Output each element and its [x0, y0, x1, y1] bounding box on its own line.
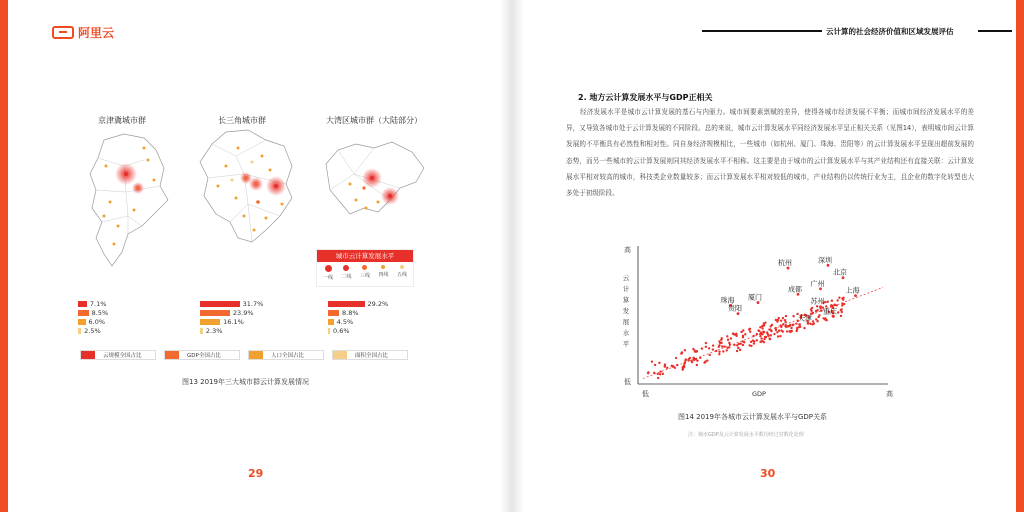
scatter-point — [705, 346, 707, 348]
bar-row — [328, 327, 388, 335]
scatter-point — [760, 331, 762, 333]
scatter-point — [763, 341, 765, 343]
figure-13-caption: 图13 2019年三大城市群云计算发展情况 — [182, 378, 309, 386]
running-header-title: 云计算的社会经济价值和区域发展评估 — [826, 27, 954, 36]
city-label: 成都 — [788, 285, 802, 294]
scatter-point — [838, 297, 840, 299]
labeled-point — [737, 312, 740, 315]
bar-group-yangtze-delta — [200, 300, 263, 336]
scatter-point — [769, 329, 771, 331]
labeled-point — [807, 322, 810, 325]
yangtze-delta-map — [196, 126, 296, 246]
scatter-point — [835, 304, 837, 306]
y-tick-label: 低 — [624, 378, 631, 386]
x-axis-label: GDP — [752, 390, 766, 398]
share-legend-item — [164, 350, 240, 360]
page-number-left: 29 — [248, 467, 264, 480]
scatter-point — [782, 323, 784, 325]
city-label: 深圳 — [818, 256, 832, 265]
share-legend-label: 云规模全国占比 — [103, 353, 142, 359]
scatter-point — [739, 349, 741, 351]
scatter-point — [715, 350, 717, 352]
share-legend-label: 面积全国占比 — [355, 353, 389, 359]
jingjinji-map — [84, 130, 174, 270]
scatter-point — [690, 360, 692, 362]
city-label: 苏州 — [810, 297, 825, 306]
scatter-point — [810, 308, 812, 310]
body-paragraph: 经济发展水平是城市云计算发展的基石与内驱力。城市间要素禀赋的差异，使得各城市经济发展不平衡；而城市间经济发展水平的差异，又导致各城市处于云计算发展的不同阶段。总的来说，城市云计算发展水平同经济发展水平呈正相关关系（见图14），表明城市间云计算发展的不平衡具有必然性和相对性。同自身经济规模相比，一些城市（如杭州、厦门、珠海、贵阳等）的云计算发展水平呈现出超前发展的态势，而另一些城市的云计算发展则同其经济发展水平不相称。这主要是由于城市的云计算发展水平与其产业结构还有直接关联：云计算发展水平相对较高的城市，科技类企业数量较多；而云计算发展水平相对较低的城市，产业结构仍以传统行业为主，且企业的数字化转型也大多处于初级阶段。 — [566, 108, 974, 198]
bar-value: 7.1% — [89, 300, 107, 308]
scatter-point — [657, 373, 659, 375]
bar-row — [200, 318, 263, 326]
scatter-point — [723, 345, 725, 347]
scatter-point — [795, 322, 797, 324]
city-label: 天津 — [798, 314, 812, 323]
scatter-point — [662, 373, 664, 375]
scatter-point — [842, 297, 844, 299]
scatter-point — [705, 342, 707, 344]
bar — [78, 328, 81, 334]
scatter-point — [728, 346, 730, 348]
scatter-point — [748, 344, 750, 346]
level-label: 二线 — [341, 274, 352, 280]
scatter-point — [809, 323, 811, 325]
scatter-point — [763, 324, 765, 326]
header-rule-right — [978, 30, 1012, 32]
scatter-point — [718, 353, 720, 355]
level-5-dot-icon — [400, 265, 404, 269]
scatter-point — [748, 328, 750, 330]
scatter-point — [712, 348, 714, 350]
bar-value: 8.8% — [342, 309, 359, 317]
bar-group-greater-bay — [328, 300, 388, 336]
header-rule-left — [702, 30, 822, 32]
scatter-point — [786, 330, 788, 332]
scatter-point — [695, 358, 697, 360]
scatter-point — [779, 335, 781, 337]
section-heading: 2. 地方云计算发展水平与GDP正相关 — [578, 93, 713, 102]
bar-value: 2.3% — [205, 327, 223, 335]
scatter-point — [788, 330, 790, 332]
scatter-point — [775, 319, 777, 321]
bar-row — [200, 300, 263, 308]
bar — [328, 301, 365, 307]
area-share-swatch-icon — [333, 351, 347, 359]
scatter-point — [688, 358, 690, 360]
cloud-level-legend — [316, 249, 414, 287]
scatter-point — [740, 343, 742, 345]
scatter-point — [773, 333, 775, 335]
city-label: 北京 — [833, 268, 847, 277]
labeled-point — [757, 301, 760, 304]
scatter-point — [777, 335, 779, 337]
scatter-point — [824, 318, 826, 320]
scatter-point — [684, 361, 686, 363]
scatter-point — [692, 348, 694, 350]
bar — [78, 301, 87, 307]
city-label: 广州 — [810, 279, 825, 288]
scatter-point — [841, 302, 843, 304]
level-3-dot-icon — [362, 265, 367, 270]
share-legend-item — [80, 350, 156, 360]
aliyun-logo — [52, 24, 114, 41]
page-number-right: 30 — [760, 467, 776, 480]
bar-row — [78, 327, 108, 335]
cloud-share-swatch-icon — [81, 351, 95, 359]
scatter-point — [752, 335, 754, 337]
scatter-point — [768, 337, 770, 339]
scatter-point — [718, 346, 720, 348]
scatter-point — [726, 335, 728, 337]
bar-value: 16.1% — [223, 318, 244, 326]
level-item-2 — [341, 265, 351, 281]
bar — [200, 310, 230, 316]
scatter-point — [799, 323, 801, 325]
scatter-point — [732, 332, 734, 334]
scatter-point — [696, 364, 698, 366]
level-legend-title: 城市云计算发展水平 — [317, 250, 413, 262]
scatter-point — [742, 340, 744, 342]
labeled-point — [832, 315, 835, 318]
scatter-point — [792, 315, 794, 317]
scatter-point — [712, 344, 714, 346]
scatter-point — [836, 299, 838, 301]
scatter-point — [782, 317, 784, 319]
scatter-point — [666, 367, 668, 369]
scatter-point — [730, 337, 732, 339]
city-label: 重庆 — [823, 307, 837, 316]
bar-value: 4.5% — [336, 318, 354, 326]
level-2-dot-icon — [343, 265, 349, 271]
scatter-point — [733, 344, 735, 346]
bar-group-jingjinji — [78, 300, 108, 336]
scatter-point — [756, 333, 758, 335]
bar — [328, 328, 330, 334]
bar-row — [78, 300, 108, 308]
bar — [328, 319, 334, 325]
labeled-point — [819, 305, 822, 308]
scatter-point — [744, 333, 746, 335]
scatter-point — [840, 315, 842, 317]
scatter-point — [759, 335, 761, 337]
x-tick-label: 低 — [642, 390, 649, 398]
scatter-point — [742, 344, 744, 346]
trend-line — [643, 287, 883, 378]
labeled-point — [787, 267, 790, 270]
bar — [328, 310, 339, 316]
scatter-point — [749, 330, 751, 332]
city-label: 珠海 — [720, 296, 735, 305]
scatter-point — [664, 364, 666, 366]
scatter-point — [817, 316, 819, 318]
city-label: 贵阳 — [728, 304, 742, 313]
scatter-point — [693, 359, 695, 361]
scatter-point — [789, 324, 791, 326]
book-gutter — [500, 0, 524, 512]
scatter-point — [657, 377, 659, 379]
scatter-point — [831, 300, 833, 302]
scatter-point — [779, 324, 781, 326]
city-label: 厦门 — [748, 293, 762, 302]
scatter-point — [760, 340, 762, 342]
level-item-3 — [360, 265, 370, 281]
scatter-point — [792, 323, 794, 325]
scatter-point — [761, 327, 763, 329]
scatter-point — [674, 367, 676, 369]
gdp-share-swatch-icon — [165, 351, 179, 359]
scatter-point — [780, 329, 782, 331]
bar-value: 31.7% — [242, 300, 264, 308]
scatter-point — [722, 350, 724, 352]
population-share-swatch-icon — [249, 351, 263, 359]
scatter-point — [675, 357, 677, 359]
scatter-point — [775, 327, 777, 329]
logo-text: 阿里云 — [78, 26, 115, 40]
scatter-point — [757, 329, 759, 331]
scatter-point — [837, 311, 839, 313]
scatter-point — [684, 349, 686, 351]
figure-14-note: 注：城市GDP及云计算发展水平数均经过对数化处理 — [688, 432, 804, 438]
labeled-point — [819, 287, 822, 290]
bar-row — [328, 309, 388, 317]
bar-value: 8.5% — [91, 309, 109, 317]
level-item-1 — [323, 265, 333, 281]
bar — [200, 328, 203, 334]
scatter-point — [651, 360, 653, 362]
bar-value: 29.2% — [367, 300, 389, 308]
scatter-point — [701, 347, 703, 349]
share-legend-label: 人口全国占比 — [271, 353, 305, 359]
scatter-point — [653, 372, 655, 374]
scatter-point — [680, 352, 682, 354]
bar — [78, 319, 86, 325]
scatter-point — [815, 318, 817, 320]
share-legend — [80, 350, 408, 360]
scatter-point — [681, 366, 683, 368]
share-legend-item — [332, 350, 408, 360]
scatter-point — [654, 364, 656, 366]
gdp-cloud-scatter-chart — [612, 238, 902, 404]
scatter-point — [780, 319, 782, 321]
scatter-point — [771, 324, 773, 326]
scatter-point — [736, 344, 738, 346]
scatter-point — [764, 336, 766, 338]
greater-bay-map — [320, 134, 430, 220]
map-title-greater-bay: 大湾区城市群（大陆部分） — [326, 116, 422, 125]
share-legend-item — [248, 350, 324, 360]
scatter-point — [803, 327, 805, 329]
labeled-point — [842, 276, 845, 279]
level-item-5 — [397, 265, 407, 281]
bar-row — [328, 300, 388, 308]
scatter-point — [763, 331, 765, 333]
page-edge-accent — [1016, 0, 1024, 512]
scatter-point — [799, 325, 801, 327]
scatter-point — [760, 337, 762, 339]
scatter-point — [659, 373, 661, 375]
scatter-point — [736, 350, 738, 352]
bar — [200, 319, 220, 325]
scatter-point — [753, 342, 755, 344]
scatter-point — [708, 347, 710, 349]
city-label: 杭州 — [778, 259, 792, 268]
scatter-point — [796, 327, 798, 329]
scatter-point — [776, 331, 778, 333]
level-4-dot-icon — [381, 265, 385, 269]
labeled-point — [854, 294, 857, 297]
scatter-point — [742, 329, 744, 331]
y-tick-label: 高 — [624, 246, 631, 254]
scatter-point — [742, 335, 744, 337]
bar-row — [200, 309, 263, 317]
bar-value: 23.9% — [232, 309, 254, 317]
scatter-point — [718, 351, 720, 353]
map-title-jingjinji: 京津冀城市群 — [98, 116, 146, 125]
scatter-point — [770, 334, 772, 336]
scatter-point — [812, 320, 814, 322]
scatter-point — [784, 319, 786, 321]
scatter-point — [795, 330, 797, 332]
y-axis-label: 云计算发展水平 — [622, 274, 630, 348]
level-label: 一线 — [323, 275, 334, 281]
bar-value: 6.0% — [88, 318, 106, 326]
bar-value: 2.5% — [84, 327, 101, 335]
scatter-point — [764, 321, 766, 323]
scatter-point — [708, 354, 710, 356]
scatter-point — [785, 315, 787, 317]
scatter-point — [659, 370, 661, 372]
map-title-yangtze-delta: 长三角城市群 — [218, 116, 266, 125]
scatter-point — [726, 349, 728, 351]
scatter-point — [833, 304, 835, 306]
level-label: 三线 — [359, 273, 370, 279]
level-1-dot-icon — [325, 265, 332, 272]
bar-value: 0.6% — [333, 327, 350, 335]
scatter-point — [778, 317, 780, 319]
bar-row — [78, 309, 108, 317]
level-label: 五线 — [396, 272, 407, 278]
scatter-point — [813, 322, 815, 324]
scatter-point — [720, 342, 722, 344]
scatter-point — [767, 334, 769, 336]
bar-row — [328, 318, 388, 326]
figure-14-caption: 图14 2019年各城市云计算发展水平与GDP关系 — [678, 413, 827, 421]
bar-row — [200, 327, 263, 335]
scatter-point — [790, 327, 792, 329]
scatter-point — [728, 342, 730, 344]
labeled-point — [797, 293, 800, 296]
scatter-point — [737, 347, 739, 349]
share-legend-label: GDP全国占比 — [187, 353, 221, 359]
scatter-point — [721, 345, 723, 347]
x-tick-label: 高 — [886, 390, 893, 398]
bar — [200, 301, 240, 307]
scatter-point — [827, 301, 829, 303]
scatter-point — [735, 333, 737, 335]
labeled-point — [827, 264, 830, 267]
scatter-point — [685, 358, 687, 360]
scatter-point — [695, 350, 697, 352]
level-label: 四线 — [378, 272, 389, 278]
scatter-point — [815, 310, 817, 312]
scatter-point — [750, 341, 752, 343]
city-label: 上海 — [845, 286, 860, 295]
level-item-4 — [378, 265, 388, 281]
bar — [78, 310, 89, 316]
scatter-point — [704, 361, 706, 363]
scatter-point — [840, 309, 842, 311]
scatter-point — [676, 364, 678, 366]
aliyun-logo-icon — [52, 26, 74, 39]
scatter-point — [721, 337, 723, 339]
bar-row — [78, 318, 108, 326]
scatter-point — [727, 339, 729, 341]
scatter-point — [756, 339, 758, 341]
scatter-point — [647, 372, 649, 374]
scatter-point — [658, 362, 660, 364]
scatter-point — [699, 357, 701, 359]
page-edge-accent — [0, 0, 8, 512]
